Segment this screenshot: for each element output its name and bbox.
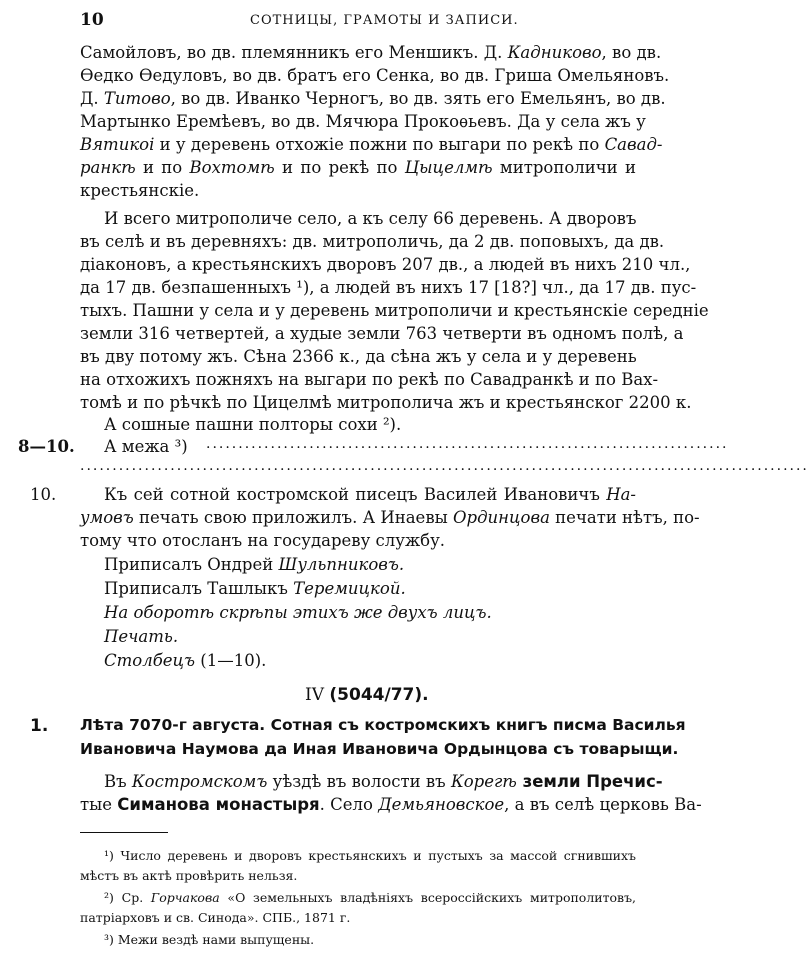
text-line: томѣ и по рѣчкѣ по Цицелмѣ митрополича жъ и крестьянског 2200 к. — [80, 393, 692, 412]
signature-line: Приписалъ Ташлыкъ Теремицкой. — [104, 579, 406, 598]
text-line: Вятикоі и у деревень отхожіе пожни по выгари по рекѣ по Савад- — [80, 135, 663, 154]
signature-line: Приписалъ Ондрей Шульпниковъ. — [104, 555, 405, 574]
text-line: Самойловъ, во дв. племянникъ его Меншикъ. Д. Кадниково, во дв. — [80, 43, 662, 62]
text-line: діаконовъ, а крестьянскихъ дворовъ 207 дв., а людей въ нихъ 210 чл., — [80, 255, 691, 274]
text-line: въ дву потому жъ. Сѣна 2366 к., да сѣна жъ у села и у деревень — [80, 347, 637, 366]
footnote-1-cont: мѣстъ въ актѣ провѣрить нельзя. — [80, 868, 298, 883]
text-line: на отхожихъ пожняхъ на выгари по рекѣ по Савадранкѣ и по Вах- — [80, 370, 659, 389]
page-number: 10 — [80, 10, 104, 30]
footnote-2: ²) Ср. Горчакова «О земельныхъ владѣніяхъ всероссійскихъ митрополитовъ, — [104, 890, 637, 905]
text-line: земли 316 четвертей, а худые земли 763 четверти въ одномъ полѣ, а — [80, 324, 684, 343]
margin-number: 8—10. — [18, 437, 75, 456]
section-heading: IV (5044/77). — [305, 685, 429, 705]
stolbets-line: Столбецъ (1—10). — [104, 651, 267, 670]
heading-line: Лѣта 7070-г августа. Сотная съ костромскихъ книгъ писма Василья — [80, 716, 686, 734]
footnote-rule — [80, 832, 168, 833]
text-line: ранкѣ и по Вохтомѣ и по рекѣ по Цыцелмѣ митрополичи и — [80, 158, 636, 177]
text-line: И всего митрополиче село, а къ селу 66 деревень. А дворовъ — [104, 209, 637, 228]
dotted-leader: ................................................................................. — [206, 436, 729, 452]
heading-line: Ивановича Наумова да Иная Ивановича Ордынцова съ товарыщи. — [80, 740, 679, 758]
text-line: Въ Костромскомъ уѣздѣ въ волости въ Корегѣ земли Пречис- — [104, 772, 663, 791]
signature-line: На оборотѣ скрѣпы этихъ же двухъ лицъ. — [104, 603, 492, 622]
text-line: Мартынко Еремѣевъ, во дв. Мячюра Прокоѳьевъ. Да у села жъ у — [80, 112, 646, 131]
running-title: СОТНИЦЫ, ГРАМОТЫ И ЗАПИСИ. — [250, 13, 519, 28]
text-line: тые Симанова монастыря. Село Демьяновское, а въ селѣ церковь Ва- — [80, 795, 702, 814]
text-line: А сошные пашни полторы сохи ²). — [104, 415, 402, 434]
item-number: 1. — [30, 716, 49, 736]
text-line: Ѳедко Ѳедуловъ, во дв. братъ его Сенка, во дв. Гриша Омельяновъ. — [80, 66, 670, 85]
text-line: тыхъ. Пашни у села и у деревень митрополичи и крестьянскіе середніе — [80, 301, 709, 320]
text-line: да 17 дв. безпашенныхъ ¹), а людей въ нихъ 17 [18?] чл., да 17 дв. пус- — [80, 278, 697, 297]
seal-line: Печать. — [104, 627, 179, 646]
footnote-1: ¹) Число деревень и дворовъ крестьянскихъ и пустыхъ за массой сгнившихъ — [104, 848, 636, 863]
text-line: Къ сей сотной костромской писецъ Василей Ивановичъ На- — [104, 485, 636, 504]
text-line: Д. Титово, во дв. Иванко Черногъ, во дв. зять его Емельянъ, во дв. — [80, 89, 666, 108]
footnote-3: ³) Межи вездѣ нами выпущены. — [104, 932, 315, 947]
text-line: крестьянскіе. — [80, 181, 200, 200]
boundary-line: А межа ³) — [104, 437, 188, 456]
text-line: въ селѣ и въ деревняхъ: дв. митрополичь, да 2 дв. поповыхъ, да дв. — [80, 232, 665, 251]
dotted-leader: ................................................................................................................. — [80, 458, 809, 474]
footnote-2-cont: патріарховъ и св. Синода». СПБ., 1871 г. — [80, 910, 351, 925]
text-line: умовъ печать свою приложилъ. А Инаевы Ординцова печати нѣтъ, по- — [80, 508, 700, 527]
text-line: тому что отосланъ на государеву службу. — [80, 531, 446, 550]
margin-number: 10. — [30, 485, 57, 504]
